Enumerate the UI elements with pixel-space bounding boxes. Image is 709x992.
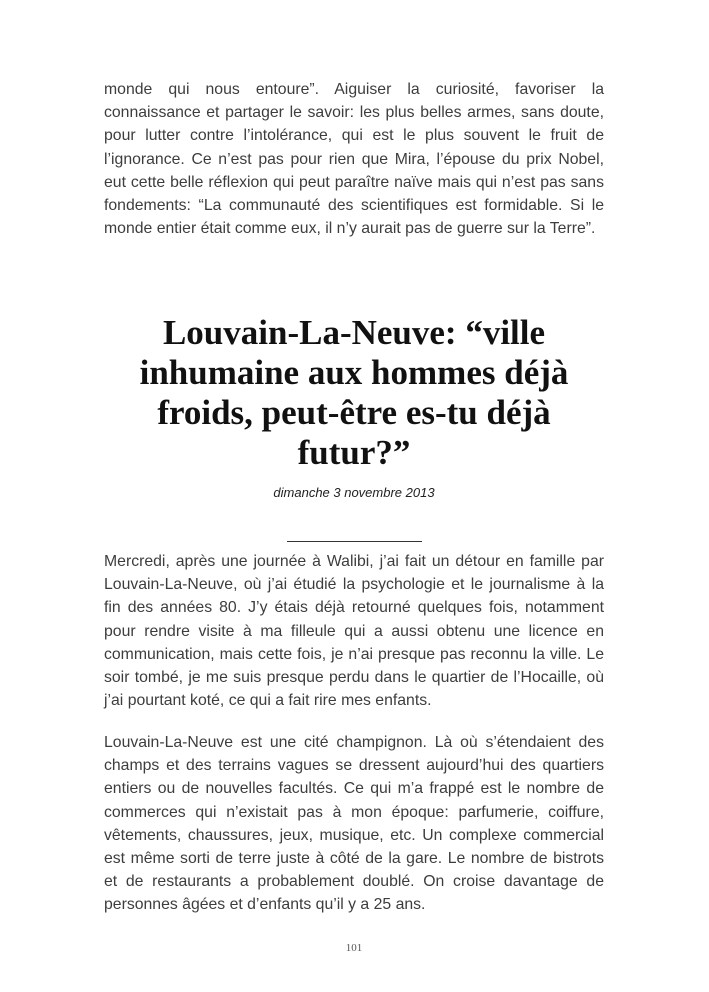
page-number: 101 (345, 942, 363, 954)
article-title: Louvain-La-Neuve: “ville inhumaine aux hommes déjà froids, peut-être es-tu déjà futur?” (139, 313, 569, 472)
article-paragraph-1: Mercredi, après une journée à Walibi, j’ai fait un détour en famille par Louvain-La-Neuve, où j’ai étudié la psychologie et le journalisme à la fin des années 80. J’y étais déjà retourné quelques fois, notamment pour rendre visite à ma filleule qui a aussi obtenu une licence en communication, mais cette fois, je n’ai presque pas reconnu la ville. Le soir tombé, je me suis presque perdu dans le quartier de l’Hocaille, où j’ai pourtant koté, ce qui a fait rire mes enfants. (104, 553, 604, 710)
separator-rule (287, 541, 422, 542)
article-date: dimanche 3 novembre 2013 (273, 485, 435, 500)
intro-paragraph: monde qui nous entoure”. Aiguiser la curiosité, favoriser la connaissance et partager le savoir: les plus belles armes, sans doute, pour lutter contre l’intolérance, qui est le plus souvent le fruit de l’ignorance. Ce n’est pas pour rien que Mira, l’épouse du prix Nobel, eut cette belle réflexion qui peut paraître naïve mais qui n’est pas sans fondements: “La communauté des scientifiques est formidable. Si le monde entier était comme eux, il n’y aurait pas de guerre sur la Terre”. (104, 81, 604, 238)
article-paragraph-2: Louvain-La-Neuve est une cité champignon. Là où s’étendaient des champs et des terrains vagues se dressent aujourd’hui des quartiers entiers ou de nouvelles facultés. Ce qui m’a frappé est le nombre de commerces qui n’existait pas à mon époque: parfumerie, coiffure, vêtements, chaussures, jeux, musique, etc. Un complexe commercial est même sorti de terre juste à côté de la gare. Le nombre de bistrots et de restaurants a probablement doublé. On croise davantage de personnes âgées et d’enfants qu’il y a 25 ans. (104, 734, 604, 914)
